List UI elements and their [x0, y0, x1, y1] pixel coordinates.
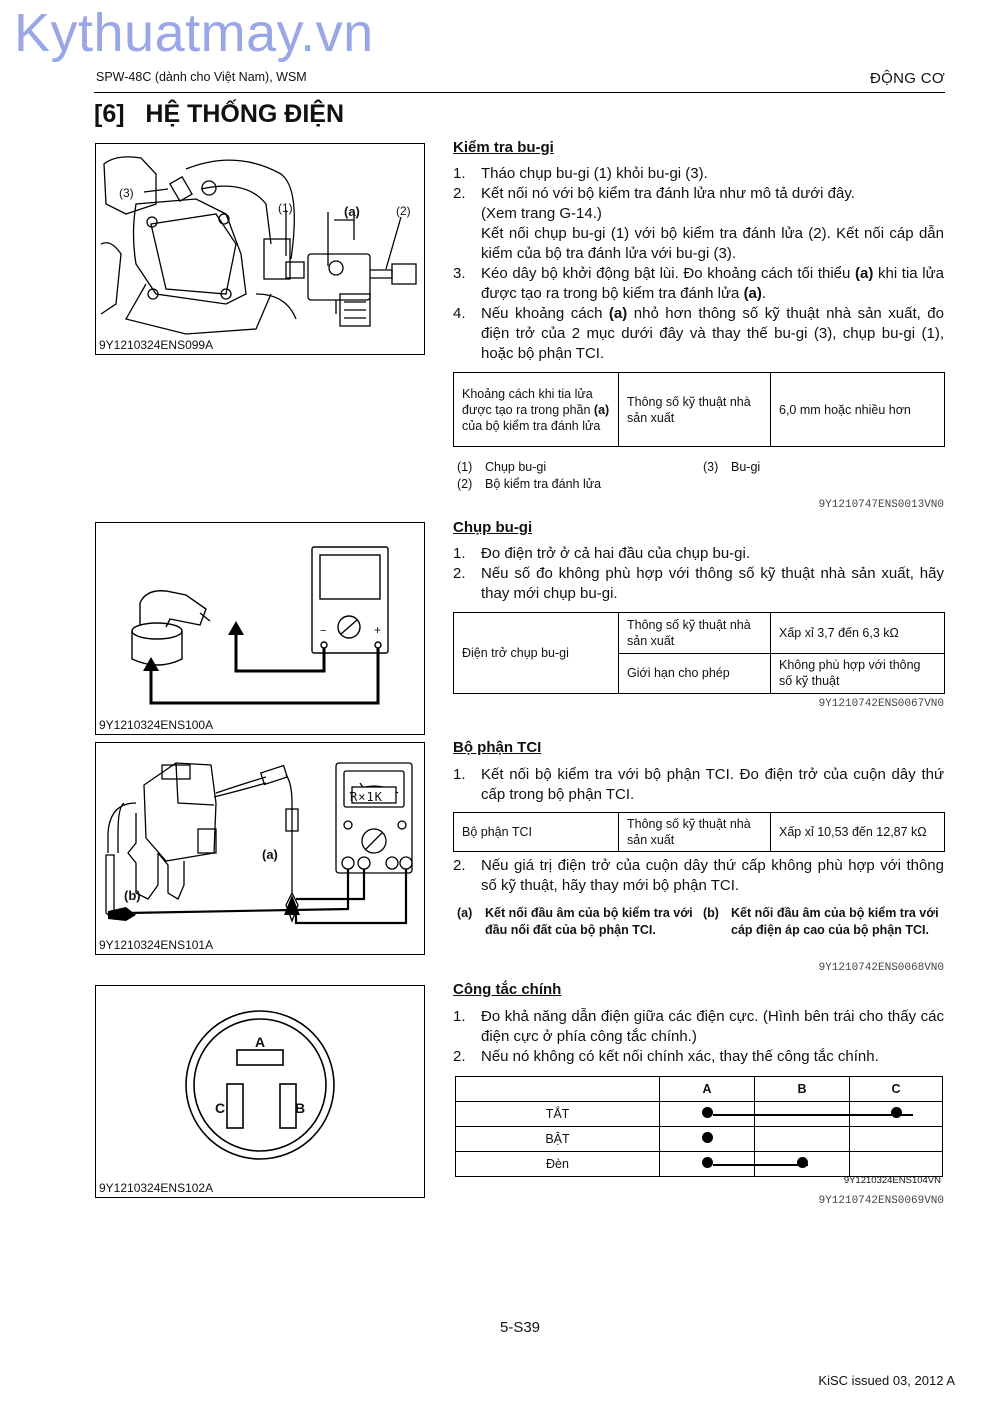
subsection-title-tci: Bộ phận TCI [453, 739, 542, 756]
figure-plug-cap-test [95, 522, 425, 735]
caption-number: (2) [457, 477, 473, 491]
spec-type-cell: Thông số kỹ thuật nhà sản xuất [619, 813, 771, 852]
figure-main-switch [95, 985, 425, 1198]
caption-3 [703, 459, 760, 476]
item-text: Tháo chụp bu-gi (1) khỏi bu-gi (3). [481, 165, 708, 182]
issue-info: KiSC issued 03, 2012 A [818, 1373, 955, 1388]
caption-number: (1) [457, 460, 473, 474]
instruction-list-main-switch [453, 1007, 944, 1067]
figure-spark-plug-test [95, 143, 425, 355]
spec-value-cell: Xấp xỉ 10,53 đến 12,87 kΩ [771, 813, 945, 852]
list-item [453, 544, 944, 564]
section-title: [6] HỆ THỐNG ĐIỆN [94, 100, 345, 128]
item-number: 1. [453, 766, 466, 783]
watermark: Kythuatmay.vn [14, 3, 374, 63]
row-label: Đèn [456, 1152, 660, 1177]
item-text: Nếu số đo không phù hợp với thông số kỹ thuật nhà sản xuất, hãy thay mới chụp bu-gi. [481, 565, 944, 602]
list-item [453, 856, 944, 896]
caption-number: (3) [703, 460, 719, 474]
item-text [481, 184, 944, 264]
cell-c [850, 1152, 943, 1177]
text-part: của bộ kiểm tra đánh lửa [462, 418, 601, 433]
item-number: 1. [453, 1008, 466, 1025]
subsection-title-plug-cap: Chụp bu-gi [453, 519, 533, 536]
text-part: nhỏ hơn thông số kỹ thuật nhà sản xuất, đo điện trở của 2 mục dưới đây và thay thế bu-gi (3), chụp bu-gi (1), hoặc bộ phận TCI. [481, 305, 944, 362]
item-number: 1. [453, 545, 466, 562]
spec-name-cell: Điện trở chụp bu-gi [454, 613, 619, 694]
item-number: 2. [453, 1048, 466, 1065]
spec-value-cell: 6,0 mm hoặc nhiều hơn [771, 373, 945, 447]
list-item [453, 1007, 944, 1047]
text-part: Khoảng cách khi tia lửa được tạo ra trong phần [462, 386, 594, 417]
caption-a [457, 905, 697, 939]
spec-value-cell: Xấp xỉ 3,7 đến 6,3 kΩ [771, 613, 945, 654]
item-text [481, 264, 944, 304]
terminal-label-c: C [215, 1100, 226, 1116]
list-item [453, 304, 944, 364]
column-header: A [660, 1077, 755, 1102]
spark-plug-tester-illustration [96, 144, 424, 354]
connection-dot [891, 1107, 902, 1118]
list-item [453, 264, 944, 304]
list-item [453, 765, 944, 805]
cell-b [755, 1127, 850, 1152]
instruction-list-plug-cap [453, 544, 944, 604]
spec-table-plug-cap [453, 612, 945, 694]
cell-a [660, 1152, 755, 1177]
page-number: 5-S39 [499, 1319, 541, 1336]
fig1-label-2: (2) [396, 204, 411, 218]
spec-name-cell: Bộ phận TCI [454, 813, 619, 852]
reference-code: 9Y1210742ENS0069VN0 [818, 1195, 944, 1207]
main-switch-terminals-illustration [96, 986, 424, 1197]
connection-dot [702, 1157, 713, 1168]
text-part: Kéo dây bộ khởi động bật lùi. Đo khoảng cách tối thiểu [481, 265, 856, 282]
reference-code: 9Y1210742ENS0068VN0 [818, 962, 944, 974]
fig1-label-a: (a) [344, 204, 360, 219]
fig3-label-a: (a) [262, 847, 278, 862]
minus-terminal-label: − [320, 625, 327, 637]
terminal-label-b: B [295, 1100, 306, 1116]
figure-code: 9Y1210324ENS100A [99, 718, 214, 732]
column-header: C [850, 1077, 943, 1102]
cell-a [660, 1127, 755, 1152]
caption-1 [457, 459, 546, 476]
plus-terminal-label: + [374, 623, 382, 637]
tci-meter-illustration [96, 743, 424, 954]
text-bold: (a) [608, 305, 628, 322]
list-item [453, 164, 944, 184]
switch-continuity-table [455, 1076, 943, 1177]
terminal-label-a: A [255, 1034, 266, 1050]
text-part: khi tia lửa được tạo ra trong bộ kiểm tra đánh lửa [481, 265, 944, 302]
item-text-main: Kết nối nó với bộ kiểm tra đánh lửa như mô tả dưới đây. [481, 185, 855, 202]
item-text: Nếu giá trị điện trở của cuộn dây thứ cấp không phù hợp với thông số kỹ thuật, hãy thay mới bộ phận TCI. [481, 857, 944, 894]
fig1-label-1: (1) [278, 201, 293, 215]
subsection-title-spark-plug: Kiểm tra bu-gi [453, 139, 554, 156]
caption-text: Bu-gi [731, 460, 761, 474]
item-text: Nếu nó không có kết nối chính xác, thay thế công tắc chính. [481, 1048, 879, 1065]
instruction-list-tci-1 [453, 765, 944, 805]
spec-table-spark-gap [453, 372, 945, 447]
list-item [453, 564, 944, 604]
instruction-list-spark-plug [453, 164, 944, 364]
switch-continuity-table-wrap [455, 1076, 943, 1177]
item-number: 1. [453, 165, 466, 182]
connection-dot [702, 1132, 713, 1143]
spec-table-tci [453, 812, 945, 852]
item-number: 2. [453, 185, 466, 202]
header-model: SPW-48C (dành cho Việt Nam), WSM [96, 70, 307, 84]
instruction-list-tci-2 [453, 856, 944, 896]
spec-name-cell [454, 373, 619, 447]
item-text: Đo điện trở ở cả hai đầu của chụp bu-gi. [481, 545, 750, 562]
list-item [453, 184, 944, 264]
item-text-ref: (Xem trang G-14.) [481, 205, 602, 222]
header-rule [94, 92, 945, 93]
row-label: TẮT [456, 1102, 660, 1127]
caption-text: Bộ kiểm tra đánh lửa [485, 477, 602, 491]
table-figure-code: 9Y1210324ENS104VN [843, 1175, 941, 1186]
subsection-title-main-switch: Công tắc chính [453, 981, 562, 998]
caption-number: (a) [457, 906, 473, 920]
fig1-label-3: (3) [119, 186, 134, 200]
reference-code: 9Y1210747ENS0013VN0 [818, 499, 944, 511]
text-bold: (a) [743, 285, 762, 302]
item-text [481, 304, 944, 364]
connection-dot [797, 1157, 808, 1168]
fig3-label-b: (b) [124, 888, 141, 903]
caption-2 [457, 476, 601, 493]
spec-type-cell: Giới hạn cho phép [619, 653, 771, 694]
header-blank [456, 1077, 660, 1102]
text-bold: (a) [593, 402, 610, 417]
list-item [453, 1047, 944, 1067]
item-number: 2. [453, 565, 466, 582]
text-part: Nếu khoảng cách [481, 305, 609, 322]
spec-value-cell: Không phù hợp với thông số kỹ thuật [771, 653, 945, 694]
cell-a [660, 1102, 755, 1127]
reference-code: 9Y1210742ENS0067VN0 [818, 698, 944, 710]
spec-type-cell: Thông số kỹ thuật nhà sản xuất [619, 373, 771, 447]
figure-code: 9Y1210324ENS101A [99, 938, 214, 952]
figure-tci-test [95, 742, 425, 955]
item-text: Đo khả năng dẫn điện giữa các điện cực. (Hình bên trái cho thấy các điện cực ở phía công tắc chính.) [481, 1008, 944, 1045]
meter-range-label: R×1K [350, 790, 383, 804]
text-part: . [761, 285, 767, 302]
item-text-detail: Kết nối chụp bu-gi (1) với bộ kiểm tra đánh lửa (2). Kết nối cáp dẫn kiểm của bộ tra đánh lửa với bu-gi (3). [481, 225, 944, 262]
caption-number: (b) [703, 906, 719, 920]
spec-type-cell: Thông số kỹ thuật nhà sản xuất [619, 613, 771, 654]
cell-c [850, 1127, 943, 1152]
text-bold: (a) [855, 265, 874, 282]
caption-text: Kết nối đầu âm của bộ kiểm tra với đầu nối đất của bộ phận TCI. [485, 906, 693, 937]
caption-text: Chụp bu-gi [485, 460, 547, 474]
connection-line [713, 1164, 808, 1166]
figure-code: 9Y1210324ENS099A [99, 338, 214, 352]
figure-code: 9Y1210324ENS102A [99, 1181, 214, 1195]
caption-b [703, 905, 943, 939]
connection-dot [702, 1107, 713, 1118]
caption-text: Kết nối đầu âm của bộ kiểm tra với cáp điện áp cao của bộ phận TCI. [731, 906, 939, 937]
column-header: B [755, 1077, 850, 1102]
item-number: 2. [453, 857, 466, 874]
row-label: BẬT [456, 1127, 660, 1152]
item-text: Kết nối bộ kiểm tra với bộ phận TCI. Đo điện trở của cuộn dây thứ cấp trong bộ phận TCI. [481, 766, 944, 803]
connection-line [713, 1114, 913, 1116]
item-number: 3. [453, 265, 466, 282]
item-number: 4. [453, 305, 466, 322]
header-chapter: ĐỘNG CƠ [870, 70, 945, 87]
